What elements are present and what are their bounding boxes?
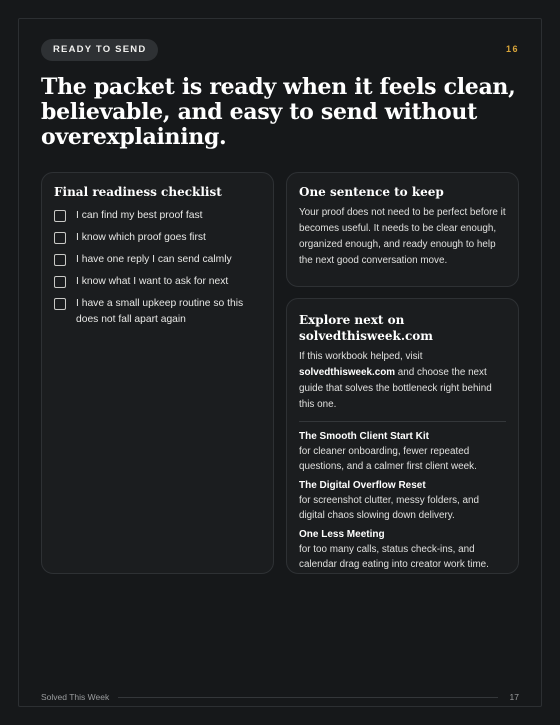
guide-description: for too many calls, status check-ins, and calendar drag eating into creator work time. <box>299 544 489 570</box>
checklist-item <box>54 252 261 268</box>
footer-page-number: 17 <box>509 692 519 702</box>
explore-heading: Explore next on solvedthisweek.com <box>299 313 433 343</box>
guide-title: The Smooth Client Start Kit <box>299 431 429 442</box>
explore-intro <box>299 349 506 413</box>
checkbox[interactable] <box>54 298 66 310</box>
top-page-number: 16 <box>505 44 519 54</box>
checklist-heading: Final readiness checklist <box>54 185 222 199</box>
guide-title: The Digital Overflow Reset <box>299 480 426 491</box>
footer-brand: Solved This Week <box>41 692 110 702</box>
checkbox[interactable] <box>54 254 66 266</box>
guide-item <box>299 479 506 523</box>
explore-intro-after: and choose the next guide that solves the bottleneck right behind this one. <box>299 367 492 410</box>
footer-divider <box>118 697 498 698</box>
checklist-item <box>54 208 261 224</box>
checkbox[interactable] <box>54 210 66 222</box>
guide-description: for cleaner onboarding, fewer repeated questions, and a calmer first client week. <box>299 446 477 472</box>
explore-card <box>286 298 519 574</box>
website-link[interactable]: solvedthisweek.com <box>299 367 396 378</box>
checkbox[interactable] <box>54 276 66 288</box>
checklist-item-label: I know which proof goes first <box>76 232 206 243</box>
checklist <box>54 208 261 328</box>
checkbox[interactable] <box>54 232 66 244</box>
section-tag: READY TO SEND <box>41 39 158 61</box>
divider <box>299 421 506 422</box>
page-title: The packet is ready when it feels clean, believable, and easy to send without overexplaining. <box>41 74 516 150</box>
checklist-item-label: I have a small upkeep routine so this does not fall apart again <box>76 298 244 325</box>
sentence-body: Your proof does not need to be perfect before it becomes useful. It needs to be clear enough, organized enough, and ready enough to help the next good conversation move. <box>299 207 506 266</box>
checklist-item <box>54 230 261 246</box>
checklist-item-label: I know what I want to ask for next <box>76 276 229 287</box>
guide-description: for screenshot clutter, messy folders, and digital chaos slowing down delivery. <box>299 495 480 521</box>
checklist-item-label: I have one reply I can send calmly <box>76 254 232 265</box>
checklist-item-label: I can find my best proof fast <box>76 210 203 221</box>
sentence-heading: One sentence to keep <box>299 185 444 199</box>
explore-intro-before: If this workbook helped, visit <box>299 351 423 362</box>
sentence-card <box>286 172 519 287</box>
checklist-item <box>54 296 261 328</box>
guide-title: One Less Meeting <box>299 529 385 540</box>
checklist-card <box>41 172 274 574</box>
guide-item <box>299 528 506 572</box>
checklist-item <box>54 274 261 290</box>
guide-item <box>299 430 506 474</box>
